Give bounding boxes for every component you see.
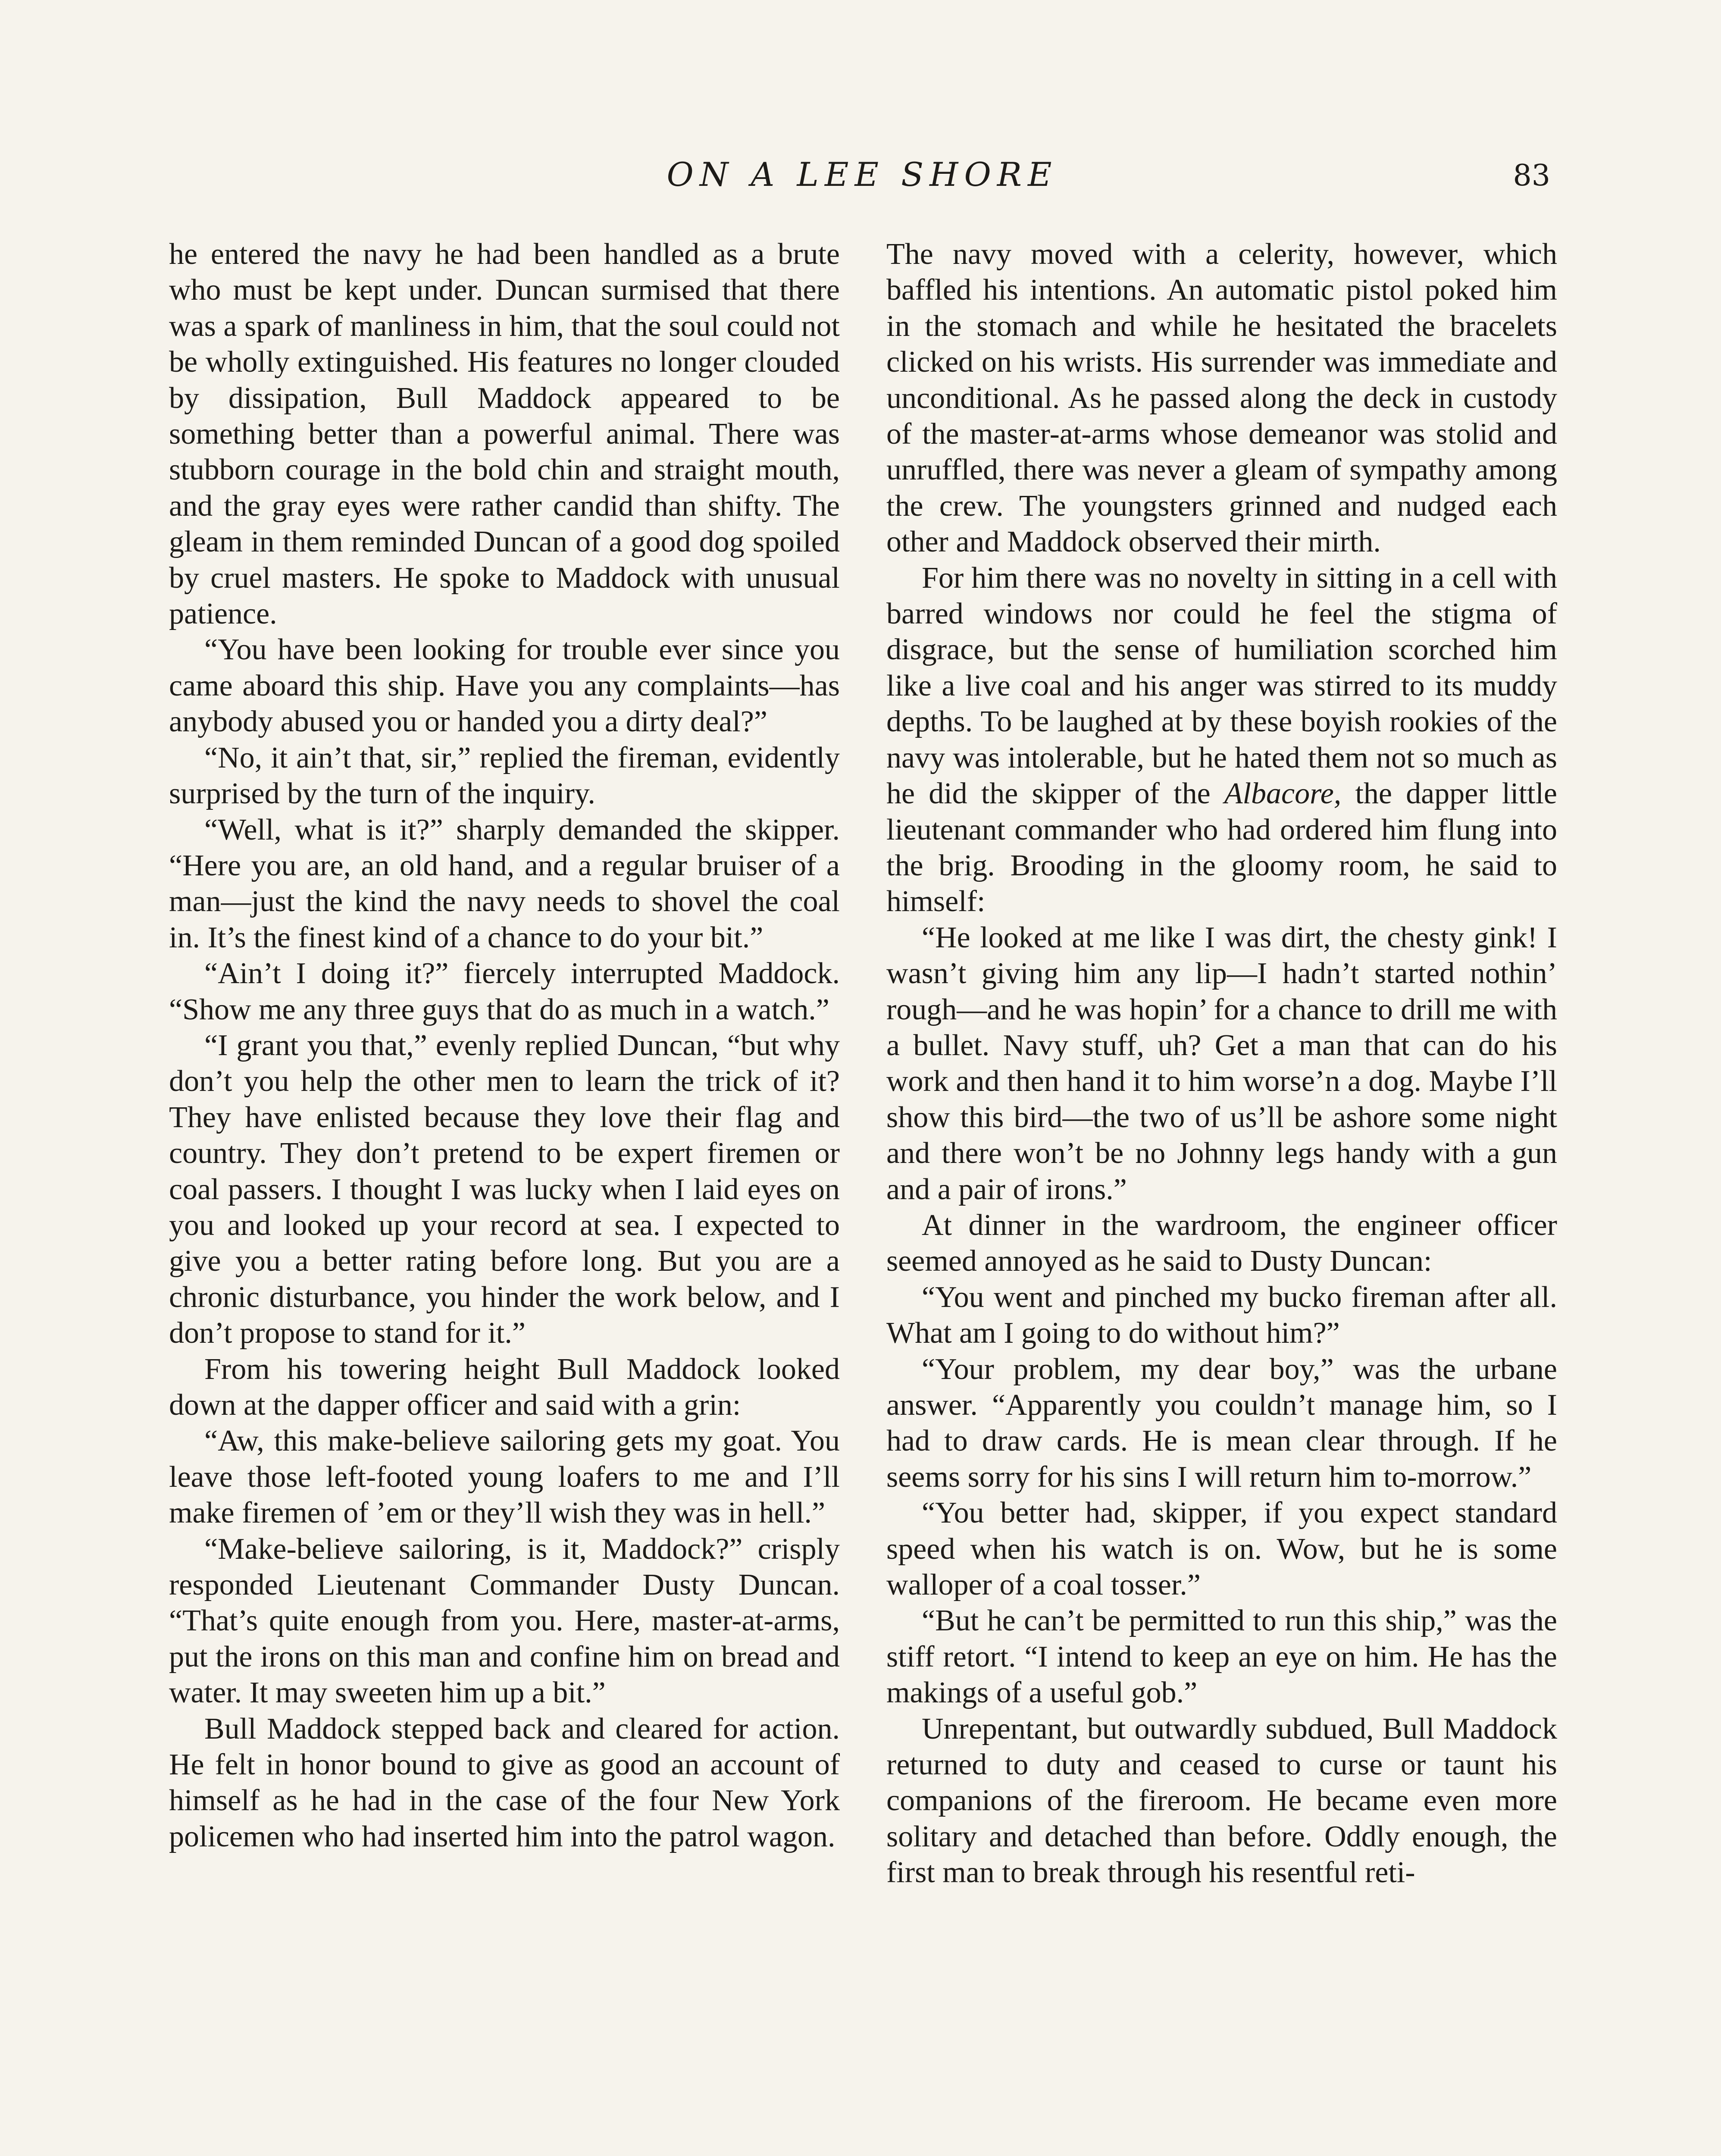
paragraph: “Aw, this make-believe sailoring gets my goat. You leave those left-footed young loafers to me and I’ll make firemen of ’em or they’ll wish they was in hell.” xyxy=(169,1424,840,1530)
paragraph: The navy moved with a celerity, however, which baffled his intentions. An automatic pistol poked him in the stomach and while he hesitated the bracelets clicked on his wrists. His surrender was immediate and unconditional. As he passed along the deck in custody of the master-at-arms whose demeanor was stolid and unruffled, there was never a gleam of sympathy among the crew. The youngsters grinned and nudged each other and Maddock observed their mirth. xyxy=(886,238,1557,559)
left-column xyxy=(169,236,840,1855)
paragraph: “He looked at me like I was dirt, the chesty gink! I wasn’t giving him any lip—I hadn’t started nothin’ rough—and he was hopin’ for a chance to drill me with a bullet. Navy stuff, uh? Get a man that can do his work and then hand it to him worse’n a dog. Maybe I’ll show this bird—the two of us’ll be ashore some night and there won’t be no Johnny legs handy with a gun and a pair of irons.” xyxy=(886,921,1557,1206)
paragraph: “Your problem, my dear boy,” was the urbane answer. “Apparently you couldn’t manage him, so I had to draw cards. He is mean clear through. If he seems sorry for his sins I will return him to-morrow.” xyxy=(886,1352,1557,1494)
page-number: 83 xyxy=(1513,159,1550,193)
paragraph: he entered the navy he had been handled as a brute who must be kept under. Duncan surmised that there was a spark of manliness in him, that the soul could not be wholly extinguished. His features no longer clouded by dissipation, Bull Maddock appeared to be something better than a powerful animal. There was stubborn courage in the bold chin and straight mouth, and the gray eyes were rather candid than shifty. The gleam in them reminded Duncan of a good dog spoiled by cruel masters. He spoke to Maddock with unusual patience. xyxy=(169,238,840,631)
paragraph: “You have been looking for trouble ever since you came aboard this ship. Have you any complaints—has anybody abused you or handed you a dirty deal?” xyxy=(169,633,840,739)
page-header xyxy=(0,155,1721,207)
paragraph: Bull Maddock stepped back and cleared for action. He felt in honor bound to give as good an account of himself as he had in the case of the four New York policemen who had inserted him into the patrol wagon. xyxy=(169,1712,840,1853)
ship-name: Albacore, xyxy=(1224,777,1342,811)
paragraph: “You went and pinched my bucko fireman after all. What am I going to do without him?” xyxy=(886,1280,1557,1350)
paragraph-text: For him there was no novelty in sitting in a cell with barred windows nor could he feel the stigma of disgrace, but the sense of humiliation scorched him like a live coal and his anger was stirred to its muddy depths. To be laughed at by these boyish rookies of the navy was intolerable, but he hated them not so much as he did the skipper of the xyxy=(886,561,1557,811)
paragraph: “But he can’t be permitted to run this ship,” was the stiff retort. “I intend to keep an eye on him. He has the makings of a useful gob.” xyxy=(886,1604,1557,1710)
paragraph xyxy=(886,560,1557,920)
paragraph-text: the dapper little lieutenant commander who had ordered him flung into the brig. Brooding in the gloomy room, he said to himself: xyxy=(886,777,1558,918)
paragraph: “Well, what is it?” sharply demanded the skipper. “Here you are, an old hand, and a regular bruiser of a man—just the kind the navy needs to shovel the coal in. It’s the finest kind of a chance to do your bit.” xyxy=(169,813,840,954)
paragraph: Unrepentant, but outwardly subdued, Bull Maddock returned to duty and ceased to curse or taunt his companions of the fireroom. He became even more solitary and detached than before. Oddly enough, the first man to break through his resentful reti- xyxy=(886,1712,1557,1890)
paragraph: From his towering height Bull Maddock looked down at the dapper officer and said with a grin: xyxy=(169,1352,840,1422)
paragraph: “I grant you that,” evenly replied Duncan, “but why don’t you help the other men to learn the trick of it? They have enlisted because they love their flag and country. They don’t pretend to be expert firemen or coal passers. I thought I was lucky when I laid eyes on you and looked up your record at sea. I expected to give you a better rating before long. But you are a chronic disturbance, you hinder the work below, and I don’t propose to stand for it.” xyxy=(169,1028,840,1350)
paragraph: At dinner in the wardroom, the engineer officer seemed annoyed as he said to Dusty Duncan: xyxy=(886,1208,1557,1278)
paragraph: “No, it ain’t that, sir,” replied the fireman, evidently surprised by the turn of the inquiry. xyxy=(169,741,840,811)
running-title: ON A LEE SHORE xyxy=(666,155,1058,194)
right-column xyxy=(886,236,1557,1891)
paragraph: “Ain’t I doing it?” fiercely interrupted Maddock. “Show me any three guys that do as much in a watch.” xyxy=(169,957,840,1026)
paragraph: “You better had, skipper, if you expect standard speed when his watch is on. Wow, but he is some walloper of a coal tosser.” xyxy=(886,1496,1557,1602)
paragraph: “Make-believe sailoring, is it, Maddock?” crisply responded Lieutenant Commander Dusty Duncan. “That’s quite enough from you. Here, master-at-arms, put the irons on this man and confine him on bread and water. It may sweeten him up a bit.” xyxy=(169,1532,840,1710)
